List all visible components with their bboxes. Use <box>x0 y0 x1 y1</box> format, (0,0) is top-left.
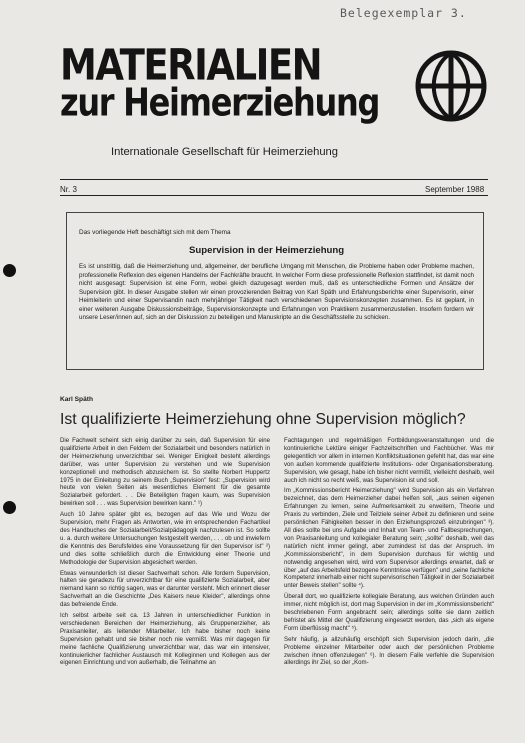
journal-title-line-2: zur Heimerziehung <box>60 79 380 126</box>
editorial-theme-title: Supervision in der Heimerziehung <box>189 245 345 256</box>
article-author: Karl Späth <box>60 396 93 403</box>
paragraph: Etwas verwunderlich ist dieser Sachverhalt schon. Alle fordern Supervision, halten sie geradezu für unverzichtbar für eine qualifizierte Sozialarbeit, aber niemand kann so richtig sagen, was er darunter versteht. Mich erinnert dieser Sachverhalt an die Geschichte „Des Kaisers neue Kleider", allerdings ohne das befreiende Ende. <box>60 569 270 609</box>
paragraph: Überall dort, wo qualifizierte kollegiale Beratung, aus welchen Gründen auch immer, nicht möglich ist, dort mag Supervision in der im „Kommissionsbericht" beschriebenen Form angebracht sein; allerdings sollte sie dann zeitlich befristet als Mittel der Qualifizierung eingesetzt werden, das „sich als eigene Form überflüssig macht" ⁵). <box>284 593 494 632</box>
article-column-right <box>284 437 494 670</box>
journal-subtitle: Internationale Gesellschaft für Heimerziehung <box>111 146 338 158</box>
paragraph: Sehr häufig, ja allzuhäufig erschöpft sich Supervision jedoch darin, „die Probleme einzelner Mitarbeiter oder auch der persönlichen Probleme zwischen ihnen offenzulegen" ⁶). In diesem Falle verfehle die Supervision allerdings ihr Ziel, so der „Kom- <box>284 635 494 667</box>
journal-logo-icon <box>414 50 488 122</box>
paragraph: Im „Kommissionsbericht Heimerziehung" wird Supervision als ein Verfahren bezeichnet, das dem Heimerzieher dabei helfen soll, „aus seinen eigenen Erfahrungen zu lernen, seine Aufmerksamkeit zu erweitern, Theorie und Praxis zu verbinden, Ziele und Teilziele seiner Arbeit zu definieren und seine persönlichen Fähigkeiten besser in den Erziehungsprozeß einzubringen" ³). All dies sollte bei uns Aufgabe und Inhalt von Team- und Fallbesprechungen, von Praxisanleitung und kollegialer Beratung sein; „sollte" deshalb, weil das natürlich nicht immer gelingt, aber zumindest ist das der Anspruch. Im „Kommissionsbericht", in dem Supervision durchaus für wichtig und notwendig angesehen wird, wird vom Supervisor allerdings erwartet, daß er über „auf das Arbeitsfeld bezogene Kenntnisse verfügen" und „seine fachliche Kompetenz innerhalb einer nicht supervisorischen Tätigkeit in der Sozialarbeit unter Beweis stellen" sollte ⁴). <box>284 487 494 590</box>
article-column-left <box>60 437 270 670</box>
header-rule-bottom <box>60 195 488 196</box>
editorial-intro: Das vorliegende Heft beschäftigt sich mit dem Thema <box>79 229 231 236</box>
issue-date: September 1988 <box>425 185 485 194</box>
paragraph: Auch 10 Jahre später gibt es, bezogen auf das Wie und Wozu der Supervision, mehr Fragen als Antworten, wie im entsprechenden Fachartikel des Handbuches der Sozialarbeit/Sozialpädagogik nachzulesen ist. So sollte u. a. durch weitere Untersuchungen festgestellt werden, . . . ob und inwiefern die Kenntnis des Berufsfeldes eine Voraussetzung für den Supervisor ist" ²) und dies sollte schließlich durch die Entwicklung einer Theorie und Methodologie der Supervision abgesichert werden. <box>60 511 270 566</box>
journal-title-line-1: MATERIALIEN <box>60 40 322 90</box>
paragraph: Die Fachwelt scheint sich einig darüber zu sein, daß Supervision für eine qualifizierte Arbeit in den Feldern der Sozialarbeit und besonders natürlich in der Heimerziehung unverzichtbar sei. Weniger Einigkeit besteht allerdings darüber, was unter Supervision zu verstehen und wie Supervision konzeptionell und methodisch abzusichern ist. So stellte Norbert Huppertz 1975 in der Einleitung zu seinem Buch „Supervision" fest: „Supervision wird heute von vielen Seiten als wesentliches Element für die gesamte Sozialarbeit gefordert. . . Die Beteiligten fragen kaum, was Supervision bewirken soll . . . was Supervision bewirken kann." ¹) <box>60 437 270 508</box>
punch-hole-bottom <box>3 501 16 514</box>
issue-number: Nr. 3 <box>60 185 77 194</box>
article-headline: Ist qualifizierte Heimerziehung ohne Supervision möglich? <box>60 411 466 428</box>
archive-stamp: Belegexemplar 3. <box>340 6 467 20</box>
editorial-text: Es ist unstrittig, daß die Heimerziehung und, allgemeiner, der berufliche Umgang mit Menschen, die Probleme haben oder Probleme machen, professionelle Reflexion des eigenen Handelns der Fachkräfte braucht. In welcher Form diese professionelle Reflexion stattfindet, ist damit noch nicht ausgesagt: Supervision ist eine Form, wobei gleich dazugesagt werden muß, daß es unterschiedliche Formen und Ansätze der Supervision gibt. In dieser Ausgabe stellen wir einen provozierenden Beitrag von Karl Späth und Erfahrungsberichte einer Supervisorin, einer Heimleiterin und einer Supervisandin nach mehrjähriger Tätigkeit nach verschiedenen Supervisionskonzepten zusammen. Es ist geplant, in einer weiteren Ausgabe Diskussionsbeiträge, Supervisionskonzepte und Erfahrungen von Praktikern zusammenzustellen. Insofern fordern wir unsere Leser/innen auf, sich an der Diskussion zu beteiligen und Manuskripte an die Geschäftsstelle zu schicken. <box>79 263 474 322</box>
punch-hole-top <box>3 264 16 277</box>
paragraph: Fachtagungen und regelmäßigen Fortbildungsveranstaltungen und die kontinuierliche Lektüre einiger Fachzeitschriften und Fachbücher. Was mir gelegentlich vor allem in internen Konfliktsituationen gefehlt hat, das war eine von außen kommende qualifizierte Institutions- oder Organisationsberatung. Supervision, wie gesagt, habe ich bisher nicht vermißt, vielleicht deshalb, weil auch ich nicht so recht weiß, was Supervision ist und soll. <box>284 437 494 484</box>
paragraph: Ich selbst arbeite seit ca. 13 Jahren in unterschiedlicher Funktion in verschiedenen Bereichen der Heimerziehung, als Gruppenerzieher, als Praxisanleiter, als leitender Mitarbeiter. Ich habe bisher noch keine Supervision gehabt und sie bisher noch nie vermißt. Was mir dagegen für meine fachliche Qualifizierung unverzichtbar war, das war ein intensiver, kontinuierlicher fachlicher Austausch mit Kolleginnen und Kollegen aus der eigenen Einrichtung und von außerhalb, die Teilnahme an <box>60 612 270 667</box>
header-rule-top <box>60 179 488 180</box>
